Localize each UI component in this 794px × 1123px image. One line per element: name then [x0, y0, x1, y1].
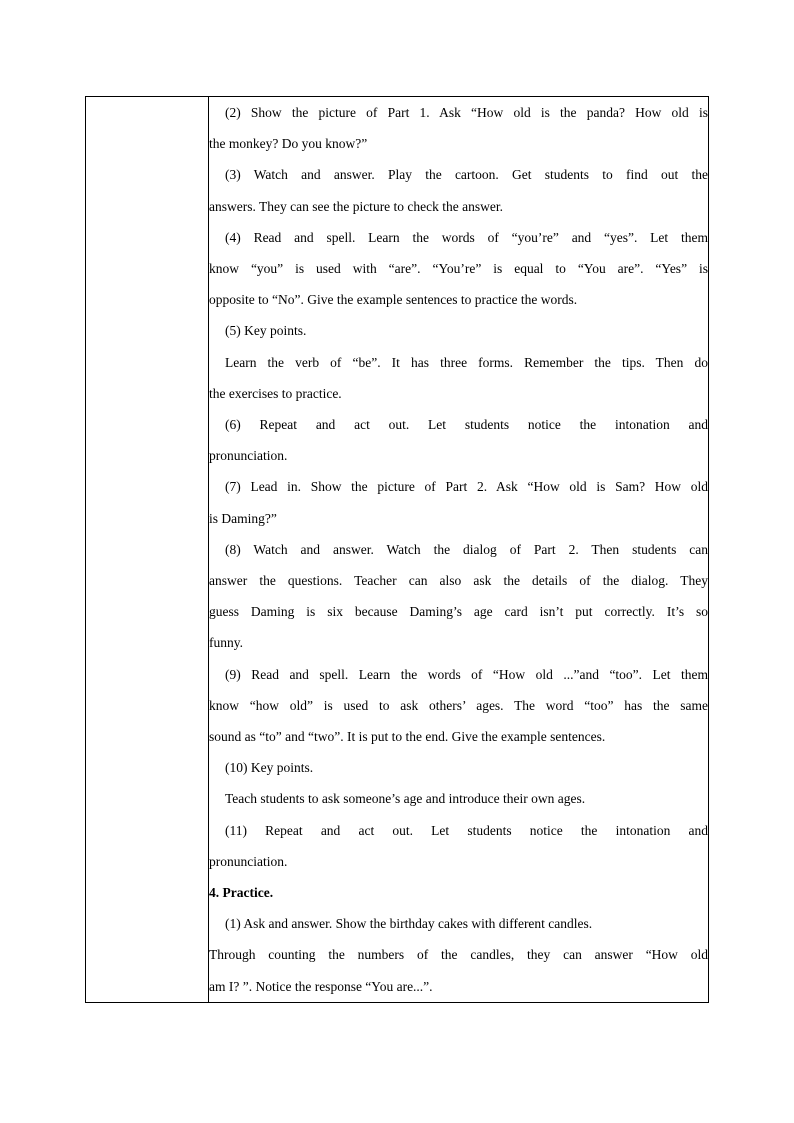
procedure-text — [209, 97, 708, 1002]
text-line: (7) Lead in. Show the picture of Part 2. Ask “How old is Sam? How old — [225, 479, 708, 495]
text-line: know “how old” is used to ask others’ ages. The word “too” has the same — [209, 697, 708, 713]
text-line: (4) Read and spell. Learn the words of “you’re” and “yes”. Let them — [225, 229, 708, 245]
text-line: (6) Repeat and act out. Let students notice the intonation and — [225, 417, 708, 433]
text-line: guess Daming is six because Daming’s age card isn’t put correctly. It’s so — [209, 604, 708, 620]
text-line: Through counting the numbers of the candles, they can answer “How old — [209, 947, 708, 963]
text-line: answer the questions. Teacher can also ask the details of the dialog. They — [209, 573, 708, 589]
text-line: funny. — [209, 635, 243, 651]
text-line: pronunciation. — [209, 853, 288, 869]
text-line: (1) Ask and answer. Show the birthday cakes with different candles. — [225, 916, 593, 932]
text-line: (10) Key points. — [225, 760, 314, 776]
section-heading: 4. Practice. — [209, 885, 274, 901]
text-line: am I? ”. Notice the response “You are...”. — [209, 978, 433, 994]
text-line: sound as “to” and “two”. It is put to the end. Give the example sentences. — [209, 729, 606, 745]
text-line: pronunciation. — [209, 448, 288, 464]
text-line: the monkey? Do you know?” — [209, 136, 368, 152]
text-line: Learn the verb of “be”. It has three forms. Remember the tips. Then do — [225, 354, 708, 370]
text-line: the exercises to practice. — [209, 385, 342, 401]
text-line: (8) Watch and answer. Watch the dialog of Part 2. Then students can — [225, 541, 708, 557]
text-line: (5) Key points. — [225, 323, 307, 339]
lesson-plan-table — [85, 96, 709, 1003]
text-line: is Daming?” — [209, 510, 277, 526]
text-line: (9) Read and spell. Learn the words of “How old ...”and “too”. Let them — [225, 666, 708, 682]
text-line: (11) Repeat and act out. Let students notice the intonation and — [225, 822, 708, 838]
text-line: know “you” is used with “are”. “You’re” is equal to “You are”. “Yes” is — [209, 261, 708, 277]
text-line: opposite to “No”. Give the example sentences to practice the words. — [209, 292, 578, 308]
text-line: (2) Show the picture of Part 1. Ask “How old is the panda? How old is — [225, 105, 708, 120]
text-line: answers. They can see the picture to check the answer. — [209, 198, 504, 214]
procedure-cell — [209, 97, 709, 1003]
text-line: Teach students to ask someone’s age and introduce their own ages. — [225, 791, 586, 807]
table-row — [86, 97, 709, 1003]
left-empty-cell — [86, 97, 209, 1003]
text-line: (3) Watch and answer. Play the cartoon. Get students to find out the — [225, 167, 708, 183]
